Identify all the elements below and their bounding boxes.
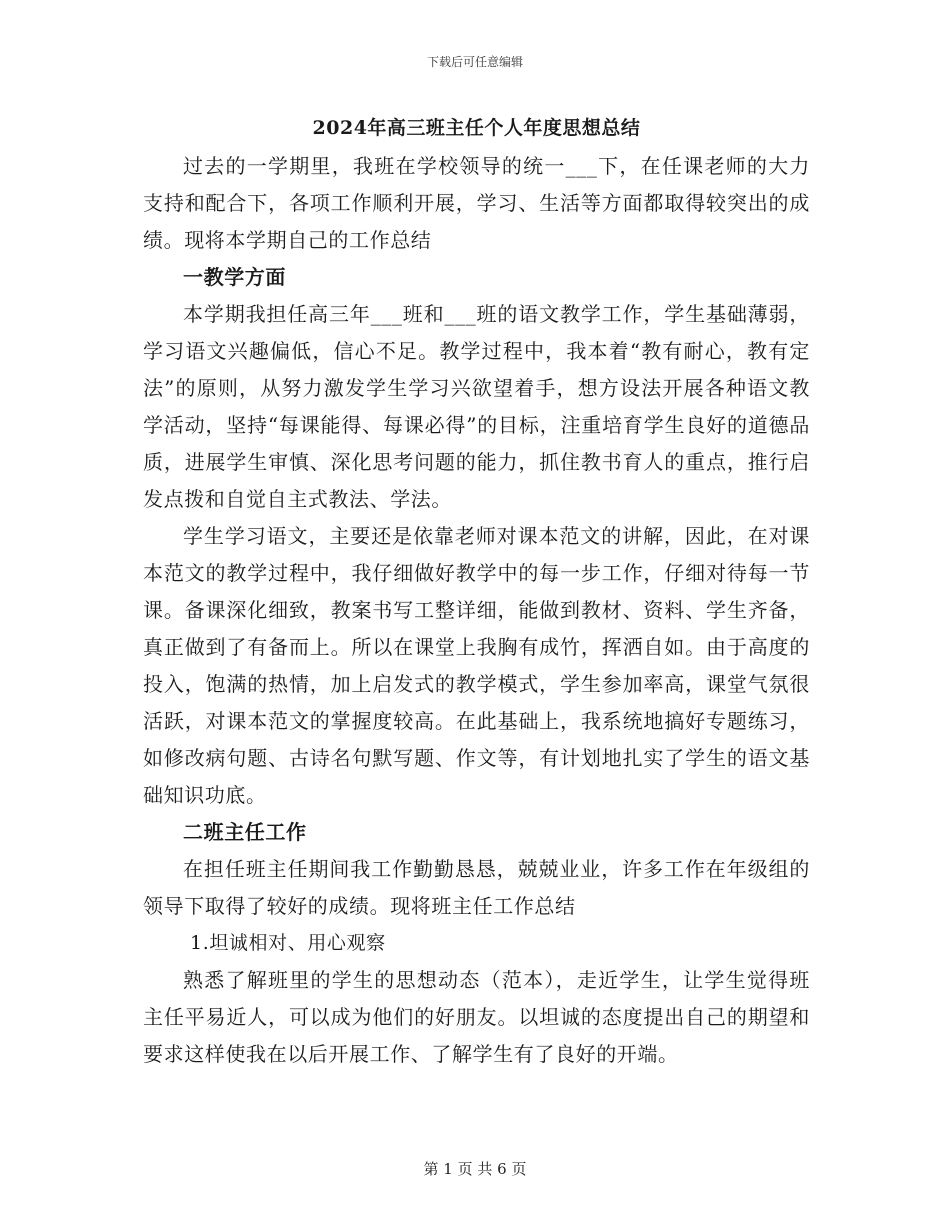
- section-heading-head-teacher: 二班主任工作: [183, 820, 307, 844]
- head-teacher-paragraph-1: 在担任班主任期间我工作勤勤恳恳，兢兢业业，许多工作在年级组的领导下取得了较好的成绩。现将班主任工作总结: [143, 857, 810, 918]
- head-teacher-paragraph-2: 熟悉了解班里的学生的思想动态（范本），走近学生，让学生觉得班主任平易近人，可以成为他们的好朋友。以坦诚的态度提出自己的期望和要求这样使我在以后开展工作、了解学生有了良好的开端。: [143, 968, 810, 1066]
- teaching-paragraph-1: 本学期我担任高三年___班和___班的语文教学工作，学生基础薄弱，学习语文兴趣偏低，信心不足。教学过程中，我本着“教有耐心，教有定法”的原则，从努力激发学生学习兴欲望着手，想方设法开展各种语文教学活动，坚持“每课能得、每课必得”的目标，注重培育学生良好的道德品质，进展学生审慎、深化思考问题的能力，抓住教书育人的重点，推行启发点拨和自觉自主式教法、学法。: [143, 302, 810, 511]
- page-indicator: 第 1 页 共 6 页: [423, 1160, 527, 1178]
- document-body: [143, 108, 810, 1073]
- intro-paragraph: 过去的一学期里，我班在学校领导的统一___下，在任课老师的大力支持和配合下，各项工作顺利开展，学习、生活等方面都取得较突出的成绩。现将本学期自己的工作总结: [143, 154, 810, 252]
- section-heading-teaching: 一教学方面: [183, 265, 286, 289]
- subheading-candid-observation: 1.坦诚相对、用心观察: [190, 932, 386, 954]
- document-title: 2024年高三班主任个人年度思想总结: [312, 117, 641, 139]
- teaching-paragraph-2: 学生学习语文，主要还是依靠老师对课本范文的讲解，因此，在对课本范文的教学过程中，我仔细做好教学中的每一步工作，仔细对待每一节课。备课深化细致，教案书写工整详细，能做到教材、资料、学生齐备，真正做到了有备而上。所以在课堂上我胸有成竹，挥洒自如。由于高度的投入，饱满的热情，加上启发式的教学模式，学生参加率高，课堂气氛很活跃，对课本范文的掌握度较高。在此基础上，我系统地搞好专题练习，如修改病句题、古诗名句默写题、作文等，有计划地扎实了学生的语文基础知识功底。: [143, 524, 810, 807]
- header-note: 下载后可任意编辑: [426, 55, 523, 69]
